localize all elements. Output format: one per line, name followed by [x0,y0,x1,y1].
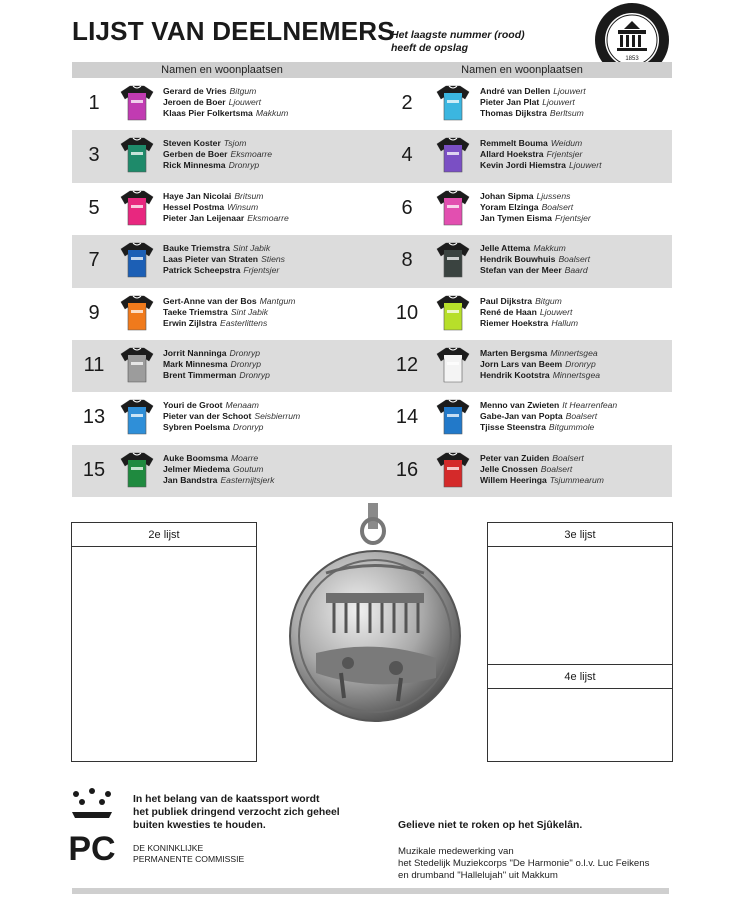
player-town: Ljouwert [228,97,262,107]
player-town: Weidum [550,138,583,149]
player-list [480,453,604,486]
player-name: Jelle Cnossen [480,463,538,474]
medal-icon [286,503,464,723]
column-header-right: Namen en woonplaatsen [461,64,583,76]
player-town: Britsum [234,190,264,201]
team-shirt-icon [436,398,470,436]
player-name: Hendrik Kootstra [480,369,550,380]
player [480,348,600,359]
player [163,265,285,276]
pc-logo-icon [68,788,116,864]
pc-logo-text: PC [68,830,116,864]
team-number: 10 [395,301,419,324]
player [480,213,591,224]
player [163,475,274,486]
serve-note [391,29,551,55]
player-name: René de Haan [480,306,537,317]
player-town: Ljouwert [568,160,602,171]
player [480,475,604,486]
player-town: Stiens [261,254,285,265]
player-town: Easterlittens [219,317,268,328]
player-name: Tjisse Steenstra [480,422,546,433]
table-row [72,78,672,130]
player-town: Boalsert [558,254,590,265]
pc-organization [133,843,244,865]
player [163,97,288,108]
player-list [163,138,272,171]
team-entry [72,183,372,235]
player-list [163,191,289,224]
player-list [480,191,591,224]
player [480,296,578,307]
team-shirt-icon [436,294,470,332]
player-town: Eksmoarre [230,149,273,160]
team-shirt-icon [436,189,470,227]
player-name: Haye Jan Nicolai [163,190,232,201]
player-name: Allard Hoekstra [480,149,544,160]
player-town: Dronryp [228,160,260,171]
team-shirt-icon [436,451,470,489]
table-header [72,62,672,78]
player-town: Tsjummearum [549,474,604,485]
team-number: 6 [401,196,413,219]
column-header-left: Namen en woonplaatsen [161,64,283,76]
player [480,400,617,411]
team-number: 4 [401,144,413,167]
page-title: LIJST VAN DEELNEMERS [72,16,395,46]
player-name: Jelle Attema [480,243,531,254]
team-shirt-icon [120,84,154,122]
player [163,464,274,475]
team-shirt-icon [120,294,154,332]
team-entry [72,340,372,392]
player-name: Hendrik Bouwhuis [480,254,556,265]
player-town: Seisbierrum [254,411,301,422]
player-town: It Hearrenfean [562,400,618,411]
player-name: Yoram Elzinga [480,201,539,212]
player [480,422,617,433]
list-3-box [487,522,673,762]
player-town: Hallum [551,317,579,328]
player-name: Remmelt Bouma [480,138,548,149]
player [480,464,604,475]
player-town: Ljouwert [553,86,586,96]
player-list [163,348,270,381]
player-name: Patrick Scheepstra [163,265,241,276]
team-number: 11 [83,353,105,376]
player [163,160,272,171]
player-town: Bitgummole [548,422,595,433]
player-town: Sint Jabik [232,243,271,254]
player [163,370,270,381]
player-town: Dronryp [565,358,596,369]
player-town: Minnertsgea [550,347,598,358]
player-town: Boalsert [541,201,574,212]
player [163,400,300,411]
table-row [72,235,672,287]
team-shirt-icon [120,189,154,227]
player [163,318,295,329]
team-entry [372,445,672,497]
player [480,359,600,370]
player-list [480,296,578,329]
player-town: Ljussens [536,190,571,201]
player [480,149,601,160]
player-name: Erwin Zijlstra [163,317,217,328]
player-town: Eksmoarre [247,212,289,223]
player [480,243,590,254]
team-entry [72,78,372,130]
table-row [72,340,672,392]
team-number: 3 [88,144,100,167]
player-list [480,86,586,119]
player-name: Jeroen de Boer [163,97,226,107]
player [480,411,617,422]
player [163,202,289,213]
player-town: Frjentsjer [243,265,280,276]
table-row [72,183,672,235]
player [163,453,274,464]
player [480,97,586,108]
player-name: Paul Dijkstra [480,295,533,306]
player-town: Minnertsgea [552,369,601,380]
team-number: 14 [395,406,419,429]
player-name: Rick Minnesma [163,160,226,171]
player [163,191,289,202]
player-name: Pieter Jan Leijenaar [163,212,245,223]
serve-note-line1: Het laagste nummer (rood) [391,29,525,41]
player-name: Stefan van der Meer [480,265,562,276]
team-entry [72,235,372,287]
player [163,213,289,224]
player-name: Gert-Anne van der Bos [163,295,257,306]
player-list [163,400,300,433]
participants-table [72,62,672,497]
player-town: Sint Jabik [230,306,269,317]
player [163,307,295,318]
player [480,370,600,381]
player [480,86,586,97]
player-town: Ljouwert [542,97,575,107]
player-name: Marten Bergsma [480,347,548,358]
player-name: Pieter van der Schoot [163,411,252,422]
footer-divider [72,888,669,894]
team-shirt-icon [436,136,470,174]
player-name: Jan Bandstra [163,474,218,485]
list-4-label: 4e lijst [487,665,673,689]
list-2-box [71,522,257,762]
player-name: Klaas Pier Folkertsma [163,108,253,118]
team-entry [72,130,372,182]
player-list [480,138,601,171]
list-2-label: 2e lijst [72,523,256,547]
player-name: André van Dellen [480,86,551,96]
player-name: Willem Heeringa [480,474,547,485]
player-name: Sybren Poelsma [163,422,230,433]
player-list [163,243,285,276]
team-number: 5 [88,196,100,219]
team-number: 13 [82,406,106,429]
player-town: Dronryp [230,358,262,369]
player [163,348,270,359]
team-shirt-icon [436,346,470,384]
player [480,265,590,276]
player-name: Johan Sipma [480,190,534,201]
player-town: Winsum [227,201,259,212]
table-row [72,130,672,182]
team-shirt-icon [436,241,470,279]
player [163,138,272,149]
player [163,86,288,97]
team-number: 8 [401,249,413,272]
team-entry [72,288,372,340]
player [163,254,285,265]
player-list [163,296,295,329]
player-town: Easternijtsjerk [220,474,275,485]
player-name: Gerben de Boer [163,149,228,160]
player [163,422,300,433]
player-town: Boalsert [565,411,598,422]
player [480,108,586,119]
player-town: Dronryp [229,347,261,358]
player [163,108,288,119]
player-name: Hessel Postma [163,201,225,212]
player-town: Boalsert [540,463,573,474]
team-entry [372,130,672,182]
seal-year: 1853 [625,56,639,62]
player-town: Boalsert [552,452,584,463]
player-name: Steven Koster [163,138,221,149]
player [163,243,285,254]
player-list [163,86,288,119]
player [480,318,578,329]
team-entry [372,78,672,130]
team-entry [72,445,372,497]
player-name: Riemer Hoekstra [480,317,549,328]
player [163,149,272,160]
team-entry [372,235,672,287]
team-shirt-icon [120,346,154,384]
player-name: Menno van Zwieten [480,400,560,411]
player-town: Baard [564,265,588,276]
player-name: Pieter Jan Plat [480,97,540,107]
player-name: Laas Pieter van Straten [163,254,259,265]
player-list [480,348,600,381]
player-name: Brent Timmerman [163,369,237,380]
table-row [72,445,672,497]
team-number: 12 [395,353,419,376]
player-name: Auke Boomsma [163,452,228,463]
player [480,191,591,202]
list-3-label: 3e lijst [488,523,672,547]
pc-statement-line2: het publiek dringend verzocht zich geheel [133,807,340,818]
player-list [480,243,590,276]
team-number: 16 [395,458,419,481]
player-name: Bauke Triemstra [163,243,230,254]
player [480,307,578,318]
player [163,411,300,422]
list-4-section [487,664,673,689]
player-town: Frjentsjer [554,212,591,223]
player [480,202,591,213]
player-town: Dronryp [239,369,270,380]
team-number: 2 [401,92,413,114]
serve-note-line2: heeft de opslag [391,42,469,54]
player [480,254,590,265]
player [163,296,295,307]
player-town: Moarre [230,452,259,463]
team-shirt-icon [436,84,470,122]
pc-statement-line3: buiten kwesties te houden. [133,820,266,831]
team-number: 15 [82,458,106,481]
player-name: Gabe-Jan van Popta [480,411,563,422]
team-shirt-icon [120,398,154,436]
music-line3: en drumband "Hallelujah" uit Makkum [398,870,558,881]
team-entry [372,340,672,392]
team-entry [372,183,672,235]
player-name: Jelmer Miedema [163,463,230,474]
player-name: Jan Tymen Eisma [480,212,552,223]
player [480,160,601,171]
player-town: Menaam [225,400,259,411]
music-line1: Muzikale medewerking van [398,846,514,857]
team-number: 9 [88,301,100,324]
team-entry [372,392,672,444]
player-name: Taeke Triemstra [163,306,228,317]
team-number: 1 [88,92,100,114]
table-row [72,392,672,444]
player-town: Bitgum [535,295,562,306]
music-line2: het Stedelijk Muziekcorps "De Harmonie" o.l.v. Luc Feikens [398,858,650,869]
player-town: Berltsum [549,108,584,118]
player-town: Makkum [255,108,289,118]
player-name: Youri de Groot [163,400,223,411]
player-town: Makkum [533,243,566,254]
music-credits [398,846,649,882]
player-name: Kevin Jordi Hiemstra [480,160,566,171]
player-name: Mark Minnesma [163,358,228,369]
player [480,138,601,149]
team-number: 7 [88,249,100,272]
player-name: Jorn Lars van Beem [480,358,563,369]
team-entry [372,288,672,340]
player-town: Bitgum [229,86,257,96]
player [163,359,270,370]
player-town: Goutum [232,463,264,474]
player [480,453,604,464]
player-town: Dronryp [232,422,264,433]
team-shirt-icon [120,451,154,489]
pc-org-line2: PERMANENTE COMMISSIE [133,854,245,864]
player-list [163,453,274,486]
pc-statement [133,793,340,832]
table-row [72,288,672,340]
player-name: Thomas Dijkstra [480,108,547,118]
team-shirt-icon [120,136,154,174]
pc-org-line1: DE KONINKLIJKE [133,843,204,853]
team-entry [72,392,372,444]
team-shirt-icon [120,241,154,279]
player-list [480,400,617,433]
player-name: Jorrit Nanninga [163,347,227,358]
no-smoking-note: Gelieve niet te roken op het Sjûkelân. [398,820,583,831]
player-name: Peter van Zuiden [480,452,550,463]
pc-statement-line1: In het belang van de kaatssport wordt [133,794,320,805]
player-name: Gerard de Vries [163,86,227,96]
player-town: Tsjom [223,138,247,149]
player-town: Frjentsjer [546,149,583,160]
player-town: Mantgum [259,295,296,306]
player-town: Ljouwert [539,306,573,317]
